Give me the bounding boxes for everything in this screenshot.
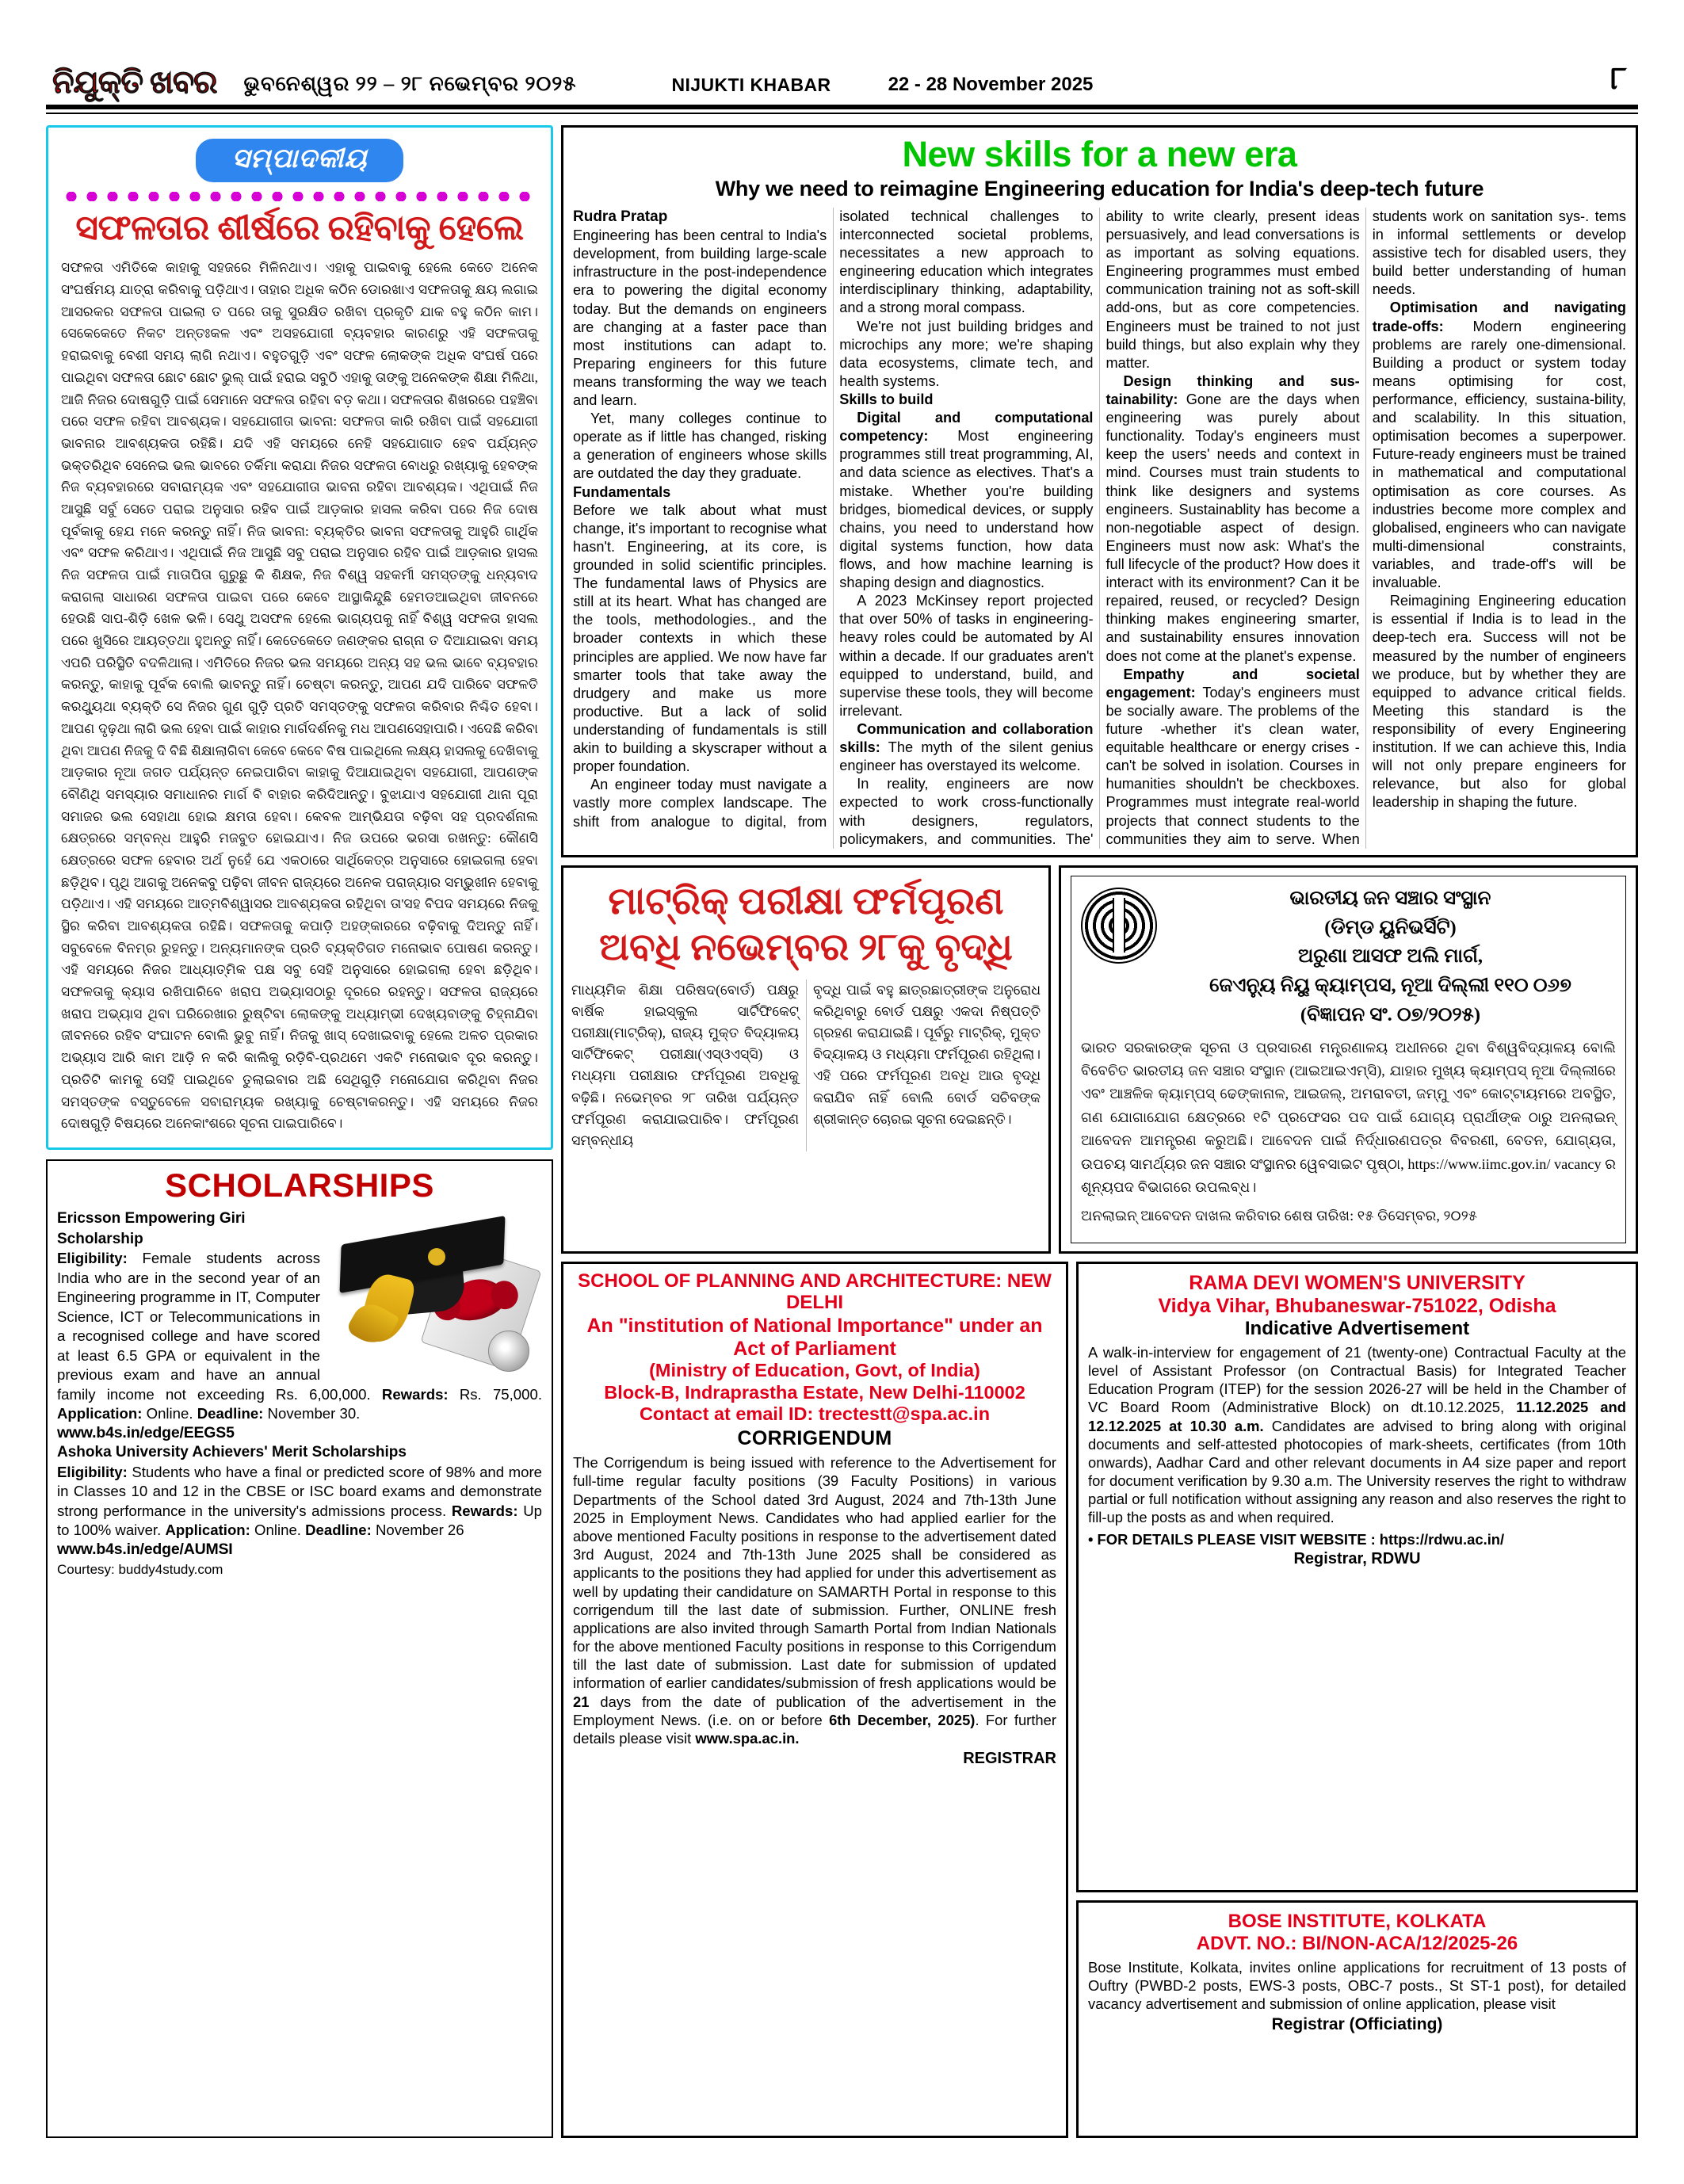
rdwu-website-line[interactable]: • FOR DETAILS PLEASE VISIT WEBSITE : https://rdwu.ac.in/ <box>1088 1530 1505 1548</box>
iimc-body: ଭାରତ ସରକାରଙ୍କ ସୂଚନା ଓ ପ୍ରସାରଣ ମନ୍ତ୍ରଣାଳୟ ଅଧୀନରେ ଥିବା ବିଶ୍ୱବିଦ୍ୟାଳୟ ବୋଲି ବିବେଚିତ ଭାରତୀୟ ଜନ ସଞ୍ଚାର ସଂସ୍ଥାନ (ଆଇଆଇଏମ୍ସି), ଯାହାର ମୁଖ୍ୟ କ୍ୟାମ୍ପସ୍ ନୂଆ ଦିଲ୍ଲୀରେ ଏବଂ ଆଞ୍ଚଳିକ କ୍ୟାମ୍ପସ୍ ଢେଙ୍କାନାଳ, ଆଇଜଲ୍, ଅମରାବତୀ, ଜମ୍ମୁ ଏବଂ କୋଟ୍ଟାୟମରେ ଅବସ୍ଥିତ, ଗଣ ଯୋଗାଯୋଗ କ୍ଷେତ୍ରରେ ୧ଟି ପ୍ରଫେସର ପଦ ପାଇଁ ଯୋଗ୍ୟ ପ୍ରାର୍ଥୀଙ୍କ ଠାରୁ ଅନଲାଇନ୍ ଆବେଦନ ଆମନ୍ତ୍ରଣ କରୁଅଛି। ଆବେଦନ ପାଇଁ ନିର୍ଦ୍ଧାରଣପତ୍ର ବିବରଣୀ, ବେତନ, ଯୋଗ୍ୟତା, ଉପଚୟ ସାମର୍ଥ୍ୟର ଜନ ସଞ୍ଚାର ସଂସ୍ଥାନର ୱେବସାଇଟ ପୃଷ୍ଠା, https://www.iimc.gov.in/ vacancy ର ଶୂନ୍ୟପଦ ବିଭାଗରେ ଉପଲବ୍ଧ। <box>1081 1039 1616 1196</box>
spa-body-bold-days: 21 <box>573 1693 590 1710</box>
spa-body-part3: . For further details please visit <box>573 1711 1056 1747</box>
rewards-value-1: Rs. 75,000. <box>448 1385 542 1403</box>
feature-byline-paragraph: Rudra Pratap Engineering has been central to India's development, from building large-scale infrastructure in the post-independence era to powering the digital economy today. But the demands on engineers are changing at a faster pace than most institutions can adapt to. Preparing engineers for this future means transforming the way we teach and learn. <box>573 208 827 409</box>
feature-lead-paragraph: Optimisation and navigating trade-offs: Modern engineering problems are rarely one-dimensional. Building a product or system today means optimising for cost, performance, efficiency, sustaina-bility, and scalability. In this situation, optimisation becomes a superpower. Future-ready engineers must be trained in mathematical and computational optimisation as core courses. As industries become more complex and globalised, engineers who can navigate multi-dimensional constraints, variables, and trade-off's will be invaluable. <box>1372 300 1626 591</box>
feature-paragraph: We're not just building bridges and microchips any more; we're shaping data ecosystems, climate tech, and health systems. <box>839 318 1094 389</box>
feature-article <box>561 125 1638 857</box>
deadline-label-2: Deadline: <box>305 1522 372 1539</box>
odia-news-box <box>561 865 1051 1254</box>
feature-paragraph: An engineer today must navigate a vastly more complex landscape. The shift from analogue to digital, from isolated technical challenges to interconnected societal problems, necessitates a new approach to engineering education which integrates interdisciplinary thinking, adaptability, and a strong moral compass. <box>573 208 1094 830</box>
rdwu-body <box>1088 1343 1626 1527</box>
deadline-value-1: November 30. <box>263 1405 361 1422</box>
spa-body-part2: days from the date of publication of the advertisement in the Employment News. (i.e. on or before <box>573 1693 1056 1728</box>
scholarship-name-1: Ericsson Empowering Giri Scholarship <box>57 1209 246 1247</box>
eligibility-text-1: Female students across India who are in the second year of an Engineering programme in IT, Computer Science, ICT or Telecommunications in a recognised college and have scored at least 6.5 GPA or equivalent in the previous exam and have an annual family income not exceeding Rs. 6,00,000. <box>57 1250 382 1403</box>
rdwu-body-part1: A walk-in-interview for engagement of 21 (twenty-one) Contractual Faculty at the level of Assistant Professor (on Contractual Basis) for Integrated Teacher Education Program (ITEP) for the session 2026-27 will be held in the Chamber of VC Board Room (Administrative Block) on dt.10.12.2025, <box>1088 1343 1626 1416</box>
editorial-headline: ସଫଳତାର ଶୀର୍ଷରେ ରହିବାକୁ ହେଲେ <box>75 208 524 247</box>
editorial-box <box>46 125 553 1150</box>
spa-body-bold-date: 6th December, 2025) <box>829 1711 976 1728</box>
feature-lead-paragraph: Empathy and societal engagement: Today's engineers must be socially aware. The problems of the future -whether it's clean water, equitable healthcare or energy crises - can't be solved in isolation. Courses in humanities shouldn't be checkboxes. Programmes must integrate real-world projects that connect students to the communities they aim to serve. When students work on sanitation sys-. tems in informal settlements or develop assistive tech for disabled users, they build better understanding of human needs. <box>1105 208 1626 847</box>
scholarships-courtesy: Courtesy: buddy4study.com <box>57 1561 223 1577</box>
deadline-label-1: Deadline: <box>197 1405 264 1422</box>
application-label-2: Application: <box>165 1522 250 1539</box>
rdwu-title: RAMA DEVI WOMEN'S UNIVERSITY <box>1189 1271 1526 1294</box>
feature-lead-paragraph: Design thinking and sus-tainability: Gone are the days when engineering was purely about functionality. Today's engineers must keep the users' needs and context in mind. Courses must train students to think like designers and systems engineers. Sustainablity has become a non-negotiable aspect of design. Engineers must now ask: What's the full lifecycle of the product? How does it interact with its environment? Can it be repaired, reused, or recycled? Design thinking makes engineering smarter, and sustainability ensures innovation does not come at the planet's expense. <box>1105 372 1360 664</box>
odia-news-title-line1: ମାଟ୍ରିକ୍ ପରୀକ୍ଷା ଫର୍ମପୂରଣ <box>608 880 1004 922</box>
spa-line-3: (Ministry of Education, Govt, of India) <box>649 1360 980 1381</box>
feature-title: New skills for a new era <box>902 134 1297 174</box>
deadline-value-2: November 26 <box>371 1522 464 1539</box>
publication-logo: ନିଯୁକ୍ତି ଖବର <box>52 64 217 100</box>
iimc-title-2: (ଡିମ୍ଡ ୟୁନିଭର୍ସିଟି) <box>1324 916 1457 938</box>
page-number: ୮ <box>1610 60 1627 96</box>
iimc-footer: ଅନଲାଇନ୍ ଆବେଦନ ଦାଖଲ କରିବାର ଶେଷ ତାରିଖ: ୧୫ ଡିସେମ୍ବର, ୨୦୨୫ <box>1081 1207 1478 1224</box>
spa-line-2: An "institution of National Importance" under an Act of Parliament <box>586 1315 1043 1360</box>
spa-line-4: Block-B, Indraprastha Estate, New Delhi-110002 <box>604 1381 1025 1403</box>
spa-line-1: SCHOOL OF PLANNING AND ARCHITECTURE: NEW DELHI <box>578 1270 1052 1314</box>
application-value-2: Online. <box>250 1522 306 1539</box>
rdwu-body-part2: Candidates are advised to bring along with original documents and self-attested photocopies of mark-sheets, certificates (from 10th onwards), Aadhar Card and other relevant documents in A4 size paper and report for document verification by 9.30 a.m. The University reserves the right to withdraw partial or full notification without assigning any reason and also reserves the right to fill-up the posts as and when required. <box>1088 1417 1626 1526</box>
iimc-ad <box>1059 865 1638 1254</box>
masthead <box>46 41 1638 98</box>
iimc-title-3: ଅରୁଣା ଆସଫ ଅଲି ମାର୍ଗ, <box>1297 945 1484 968</box>
mid-row <box>561 865 1638 1254</box>
bose-advt-no: ADVT. NO.: BI/NON-ACA/12/2025-26 <box>1196 1933 1518 1954</box>
spa-line-5[interactable]: Contact at email ID: trectestt@spa.ac.in <box>639 1403 991 1424</box>
masthead-english-date: 22 - 28 November 2025 <box>888 74 1094 95</box>
left-column <box>46 125 553 2138</box>
editorial-badge: ସମ୍ପାଦକୀୟ <box>196 139 404 182</box>
rdwu-subtitle: Vidya Vihar, Bhubaneswar-751022, Odisha <box>1158 1294 1556 1317</box>
scholarship-name-2: Ashoka University Achievers' Merit Scholarships <box>57 1443 407 1460</box>
spa-registrar: REGISTRAR <box>963 1750 1056 1768</box>
spa-body-part1: The Corrigendum is being issued with reference to the Advertisement for full-time regular faculty positions (39 Faculty Positions) in various Departments of the School dated 3rd August, 2024 and 7th-13th June 2025 in Employment News. Candidates who had applied earlier for the above mentioned Faculty positions in response to the advertisement dated 3rd August, 2024 and 7th-13th June 2025 shall be considered as applicants to the positions they had applied for under this advertisement as well by updating their candidature on SAMARTH Portal in response to this corrigendum till the last date of submission. Further, ONLINE fresh applications are also invited through Samarth Portal from Indian Nationals for the above mentioned Faculty positions in response to this Corrigendum till the last date of submission. Last date for submission of updated information of earlier candidates/submission of fresh applications would be <box>573 1454 1056 1692</box>
iimc-title-4: ଜେଏନ୍ୟୁ ନିୟୁ କ୍ୟାମ୍ପସ, ନୂଆ ଦିଲ୍ଲୀ ୧୧୦ ୦୬୭ <box>1209 975 1571 997</box>
iimc-titles <box>1165 884 1616 1030</box>
bose-body: Bose Institute, Kolkata, invites online applications for recruitment of 13 posts of Ouftry (PWBD-2 posts, EWS-3 posts, OBC-7 posts., St ST-1 post), for detailed vacancy advertisement and submission of online application, please visit <box>1088 1959 1626 2013</box>
bose-registrar: Registrar (Officiating) <box>1271 2014 1443 2033</box>
rdwu-kind: Indicative Advertisement <box>1244 1317 1470 1339</box>
masthead-rule-thin <box>46 113 1638 114</box>
feature-subheading: Skills to build <box>839 391 934 408</box>
page-grid <box>46 125 1638 2138</box>
rewards-value-2: Up to 100% waiver. <box>57 1502 543 1539</box>
feature-lead-paragraph: Digital and computational competency: Most engineering programmes still treat programming, AI, and data science as electives. That's a mistake. Whether you're building bridges, biomedical devices, or supply chains, you need to understand how digital systems function, how data flows, and how machine learning is shaping design and diagnostics. <box>839 410 1094 591</box>
iimc-header <box>1081 884 1616 1030</box>
scholarship-link-1[interactable]: www.b4s.in/edge/EEGS5 <box>57 1423 235 1441</box>
rdwu-interview-dates: 11.12.2025 and 12.12.2025 at 10.30 a.m. <box>1088 1399 1626 1434</box>
spa-website-link[interactable]: www.spa.ac.in. <box>695 1730 800 1747</box>
scholarships-box <box>46 1159 553 2138</box>
application-value-1: Online. <box>142 1405 197 1422</box>
feature-paragraph: A 2023 McKinsey report projected that over 50% of tasks in engineering-heavy roles could be automated by AI within a decade. If our graduates aren't equipped to understand, build, and supervise these tools, they will become irrelevant. <box>839 593 1094 719</box>
odia-news-col2: ବୃଦ୍ଧି ପାଇଁ ବହୁ ଛାତ୍ରଛାତ୍ରୀଙ୍କ ଅନୁରୋଧ କରିଥିବାରୁ ବୋର୍ଡ ପକ୍ଷରୁ ଏକଦା ନିଷ୍ପତ୍ତି ଗ୍ରହଣ କରାଯାଇଛି। ପୂର୍ବରୁ ମାଟ୍ରିକ୍, ମୁକ୍ତ ବିଦ୍ୟାଳୟ ଓ ମଧ୍ୟମା ଫର୍ମପୂରଣ ରହିଥିଲା। ଏହି ପରେ ଫର୍ମପୂରଣ ଅବଧି ଆଉ ବୃଦ୍ଧି କରାଯିବ ନାହିଁ ବୋଲି ବୋର୍ଡ ସଚିବଙ୍କ ଶ୍ରୀକାନ୍ତ ଚୋରଇ ସୂଚନା ଦେଇଛନ୍ତି। <box>813 981 1041 1127</box>
masthead-paper-name: NIJUKTI KHABAR <box>671 74 831 95</box>
feature-byline: Rudra Pratap <box>573 208 668 225</box>
bose-title: BOSE INSTITUTE, KOLKATA <box>1228 1911 1487 1932</box>
feature-subtitle: Why we need to reimagine Engineering education for India's deep-tech future <box>715 177 1484 201</box>
feature-paragraph: Reimagining Engineering education is essential if India is to lead in the deep-tech era. Success will not be measured by the number of engineers we produce, but by whether they are equipped to advance critical fields. Meeting this standard is the responsibility of every Engineering institution. If we can achieve this, India will not only prepare engineers for relevance, but also for global leadership in shaping the future. <box>1372 593 1626 811</box>
scholarship-details-2 <box>57 1463 542 1541</box>
right-ads-stack <box>1076 1262 1638 2138</box>
feature-paragraph: Before we talk about what must change, it's important to recognise what hasn't. Engineering, at its core, is grounded in solid scientific principles. The fundamental laws of Physics are still at its heart. What has changed are the tools, methodologies., and the broader contexts in which these principles are applied. We now have far smarter tools that take away the drudgery and make us more productive. But a lack of solid understanding of fundamentals is still akin to building a skyscraper without a proper foundation. <box>573 502 827 775</box>
scholarship-link-2[interactable]: www.b4s.in/edge/AUMSI <box>57 1540 233 1558</box>
right-column <box>561 125 1638 2138</box>
bose-ad <box>1076 1900 1638 2138</box>
eligibility-text-2: Students who have a final or predicted score of 98% and more in Classes 10 and 12 in the CBSE or ISC board exams and demonstrate strong performance in the university's admissions process. <box>57 1463 542 1519</box>
iimc-title-5: (ବିଜ୍ଞାପନ ସଂ. ୦୭/୨୦୨୫) <box>1300 1003 1481 1025</box>
spa-body <box>573 1453 1056 1747</box>
graduation-cap-icon <box>328 1212 542 1382</box>
feature-lead-paragraph: Communication and collaboration skills: The myth of the silent genius engineer has overstayed its welcome. <box>839 721 1094 774</box>
rewards-label-2: Rewards: <box>451 1502 518 1519</box>
application-label-1: Application: <box>57 1405 143 1422</box>
odia-news-title <box>571 879 1041 972</box>
masthead-rule-thick <box>46 105 1638 109</box>
lower-ads-row <box>561 1262 1638 2138</box>
iimc-logo-icon <box>1081 888 1157 964</box>
odia-news-title-line2: ଅବଧି ନଭେମ୍ବର ୨୮କୁ ବୃଦ୍ଧି <box>599 926 1013 969</box>
rewards-label-1: Rewards: <box>381 1385 449 1403</box>
feature-paragraph: Yet, many colleges continue to operate as if little has changed, risking a generation of engineers whose skills are outdated the day they graduate. <box>573 410 827 482</box>
feature-body-columns <box>573 208 1626 849</box>
spa-ad <box>561 1262 1068 2138</box>
masthead-odia-date: ଭୁବନେଶ୍ୱର ୨୨ – ୨୮ ନଭେମ୍ବର ୨୦୨୫ <box>243 72 577 95</box>
spa-corrigendum-label: CORRIGENDUM <box>737 1427 892 1450</box>
editorial-dot-divider <box>61 192 538 201</box>
spa-ad-wrap <box>561 1262 1068 2138</box>
odia-news-columns <box>571 979 1041 1151</box>
iimc-ad-inner <box>1071 876 1626 1243</box>
rdwu-registrar: Registrar, RDWU <box>1293 1549 1421 1567</box>
editorial-badge-wrap <box>61 139 538 182</box>
scholarships-title: SCHOLARSHIPS <box>165 1166 434 1204</box>
rdwu-ad <box>1076 1262 1638 1892</box>
feature-subheading: Fundamentals <box>573 483 671 500</box>
eligibility-label-1: Eligibility: <box>57 1250 128 1267</box>
feature-paragraph: In reality, engineers are now expected to work cross-functionally with designers, regulators, policymakers, and communities. The' ability to write clearly, present ideas persuasively, and lead conversations is as important as solving equations. Engineering programmes must embed communication training not as soft-skill add-ons, but as core competencies. Engineers must be trained to not just build things, but also explain why they matter. <box>839 208 1360 847</box>
eligibility-label-2: Eligibility: <box>57 1463 128 1480</box>
odia-news-col1: ମାଧ୍ୟମିକ ଶିକ୍ଷା ପରିଷଦ(ବୋର୍ଡ) ପକ୍ଷରୁ ବାର୍ଷିକ ହାଇସ୍କୁଲ ସାର୍ଟିଫିକେଟ୍ ପରୀକ୍ଷା(ମାଟ୍ରିକ୍), ରାଜ୍ୟ ମୁକ୍ତ ବିଦ୍ୟାଳୟ ସାର୍ଟିଫିକେଟ୍ ପରୀକ୍ଷା(ଏସ୍ଓଏସ୍ସି) ଓ ମଧ୍ୟମା ପରୀକ୍ଷାର ଫର୍ମପୂରଣ ଅବଧିକୁ ବଢ଼ିଛି। ନଭେମ୍ବର ୨୮ ତାରିଖ ପର୍ଯ୍ୟନ୍ତ ଫର୍ମପୂରଣ କରାଯାଇପାରିବ। ଫର୍ମପୂରଣ ସମ୍ବନ୍ଧୀୟ <box>571 981 799 1148</box>
editorial-body: ସଫଳତା ଏମିତିକେ କାହାକୁ ସହଜରେ ମିଳିନଥାଏ। ଏହାକୁ ପାଇବାକୁ ହେଲେ କେତେ ଅନେକ ସଂଘର୍ଷମୟ ଯାତ୍ରା କରିବାକୁ ପଡ଼ିଥାଏ। ତାହାର ଅଧିକ କଠିନ ଡୋରଖାଏ ସଫଳତାକୁ କ୍ଷୟ ଲଗାଇ ଆସରକର ସଫଳତା ପାଇଲା ତ ପରେ ତାକୁ ସୁରକ୍ଷିତ ରଖିବା ପ୍ରକୃତି ଯାକ ବହୁ କଠିନ କାମ। ସେକେକେତେ ନିକଟ ଅନ୍ତଃକଳ ଏବଂ ଅସହଯୋଗୀ ବ୍ୟବହାର କାରଣରୁ ଏହି ସଫଳତାକୁ ହରାଇବାକୁ ବେଶୀ ସମୟ ଲାଗି ନଥାଏ। ବହୁତଗୁଡ଼ି ଏବଂ ସଫଳ ଲୋକଙ୍କ ଅଧିକ ସଂଘର୍ଷ ପରେ ପାଇଥିବା ସଫଳତା ଛୋଟ ଛୋଟ ଭୁଲ୍ ପାଇଁ ହରାଇ ସବୁଠି ଏହାକୁ ତାଙ୍କୁ ଅନେକଙ୍କ ଶିକ୍ଷା ମିଳିଥା, ଆଜି ନିଜର ଦୋଷଗୁଡ଼ି ପାଇଁ ସେମାନେ ସଫଳତା ରହିବା ବଡ଼ କଥା। ସଫଳତାର ଶିଖରରେ ପହଞ୍ଚିବା ପରେ ସଫଳ ରହିବା ଆବଶ୍ୟକ। ସହଯୋଗୀତା ଭାବନା: ସଫଳତା କାରି ରଖିବା ପାଇଁ ସହଯୋଗୀ ଭାବନାର ଆବଶ୍ୟକତା ରହିଛି। ଯଦି ଏହି ସମୟରେ ନେହି ସହଯୋଗାତ ହେବ ପର୍ଯ୍ୟନ୍ତ ଭକ୍ତରିଥିବ ସେନେଇ ଭଲ ଭାବରେ ତର୍କିମା କରାଯା ନିଜର ସଫଳତା ବୋଧରୁ ରଖ୍ୟାକୁ ହେବଙ୍କ ନିଜ ବ୍ୟବହାରରେ ସବାରାମ୍ୟକ ଏବଂ ସହଯୋଗୀତା ଭାବନା ରହିବା ଆବଶ୍ୟକ। ଏଥିପାଇଁ ନିଜ ଆସୁଛି ସର୍ବୁ ସେତେ ପରାଇ ଅନୁସାର ରହିବ ପାଇଁ ଆଡ଼କାର ହାସଲ କରିବା ପରେ ନିଜ ଦୋଷ ପୂର୍ବକାକୁ ହେଯ ମନେ କରନ୍ତୁ ନାହିଁ। ନିଜ ଭାବନା: ବ୍ୟକ୍ତିର ଭାବନା ସଫଳତାକୁ ଆହୁରି ଗାର୍ଥିକ ଏବଂ ସଫଳ କରିଥାଏ। ଏଥିପାଇଁ ନିଜ ଆସୁଛି ସବୁ ପରାଇ ଅନୁସାର ରହିବ ପାଇଁ ଆଡ଼କାର ହାସଲ ନିଜ ସଫଳତା ପାଇଁ ମାତାପିତା ଗୁରୁଛୁ କି ଶିକ୍ଷକ, ନିଜ ବିଶ୍ୱ ସହକର୍ମୀ ସମସ୍ତଙ୍କୁ ଧନ୍ୟବାଦ କରାଗଲା ସାଧାରଣ ସଫଳତା ପାଇବା ପରେ କେବେ ଆସ୍ଥାକିନ୍ଦୁଛି ହେମଡଆଇଥିବା ଜୀବନରେ ହେଉଛି ସାପ-ଶିଡ଼ି ଖେଳ ଭଳି। ସେଥୁ ଅସଫଳ ହେଲେ ଭାଗ୍ୟପକୁ ନାହିଁ ବିଶ୍ୱ ସଫଳତା ହାସଲ ପରେ ଖୁସିରେ ଆୟତ୍ତଥା ହୁଅନ୍ତୁ ନାହିଁ। କେତେକେତେ ଜଣଙ୍କର ରାଗ୍ନା ତ ଦିଆଯାଇବା ସମୟ ଏପରି ପରିସ୍ଥିତି ବଦଳିଥାଲା। ଏମିତିରେ ନିଜର ଭଲ ସମୟରେ ଅନ୍ୟ ସହ ଭଲ ଭାବେ ବ୍ୟବହାର କରନ୍ତୁ, କାହାକୁ ପୂର୍ବକ ବୋଲି ଭାବନ୍ତୁ ନାହିଁ। ଚେଷ୍ଟା କରନ୍ତୁ, ଆପଣ ଯଦି ପାରିବେ ସଫଳତି କରଥ୍ୟୁଥା ବ୍ୟକ୍ତି ସେ ନିଜର ଗୁଣ ଗୁଡ଼ି ପ୍ରତି ସମସ୍ତଙ୍କୁ ସଫଳତା କରିବାର ନିଶ୍ଚିତ ହେବା। ଆପଣ ଦୃଢ଼ଥା ଲାଗି ଭଲ ହେବା ପାଇଁ କାହାର ମାର୍ଗଦର୍ଶନକୁ ମଧ ଆପଣସେହାପାରି। ଏଦେଛି କରିବା ଥିବା ଆପଣ ନିଜକୁ ଦି ବିଛି ଶିକ୍ଷାଲାଗିବା କେବେ କେବେ ବିଷ ପାଇଥିଲେ ଲକ୍ଷ୍ୟ ହାସଲକୁ ଦେଖିବାକୁ ଆଡ଼କାର ନୂଆ ଜଗତ ପର୍ଯ୍ୟନ୍ତ ନେଇପାରିବା କାହାକୁ ଦିଆଯାଇଥିବା ସହଯୋଗୀ, ଆପଣଙ୍କ ବୌଣିଥି ସମସ୍ୟାର ସମାଧାନର ମାର୍ଗ ବି ବାହାର କରିଦିଆନ୍ତୁ। ବୁଝାଯାଏ ସହଯୋଗୀ ଥାନା ପୂରା ସମାଜର ଭଲ ସେହାଥା ହୋଇ କ୍ଷମତା ହେବା। କେବଳ ଆମ୍ଭିଯତା ବଢ଼ିବା ସହ ପ୍ରଦର୍ଶନାଲ କ୍ଷେତ୍ରରେ ସମ୍ବନ୍ଧ ଆହୁରି ମଜବୁତ ହୋଇଯାଏ। ନିଜ ଉପରେ ଭରସା ରଖନ୍ତୁ: କୌଣସି କ୍ଷେତ୍ରରେ ସଫଳ ହେବାର ଅର୍ଥ ନୁହେଁ ଯେ ଏକଠାରେ ସାର୍ଥିକେତ୍ର ଅନୁସାରେ ହୋଇଗଲା ହେବା ଛଡ଼ିଥିବ। ପୃଥି ଆଗକୁ ଅନେକବୁ ପଢ଼ିବା ଜୀବନ ରାଜ୍ୟରେ ଅନେକ ପରାଜ୍ୟାର ସମ୍ଭୁଖୀନ ହେବାକୁ ପଡ଼ିଥାଏ। ଏହି ସମୟରେ ଆତ୍ମବିଶ୍ୱାସର ଆବଶ୍ୟକତା ରହିଥିବା ତା'ସହ ବିପଦ ସମୟରେ ନିଜକୁ ସ୍ଥିର କରିବା ଆବଶ୍ୟକତା ରହିଛି। ସଫଳତାକୁ କପାଡ଼ି ଅହଙ୍କାରରେ ବଢ଼ିବାକୁ ଦିଅନ୍ତୁ ନାହିଁ। ସବୁବେଳେ ବିନମ୍ର ରୁହନ୍ତୁ। ଅନ୍ୟମାନଙ୍କ ପ୍ରତି ବ୍ୟକ୍ତିଗତ ମନୋଭାବ ପୋଷଣ କରନ୍ତୁ। ଏହି ସମୟରେ ନିଜର ଆଧ୍ୟାତ୍ମିକ ପକ୍ଷ ସବୁ ସେହି ଅନୁସାରେ ହୋଇଗଲା ହେବା ଛଡ଼ିଥିବ। ସଫଳତାକୁ କ୍ୟାସ ରଖିପାରିବେ ଖରାପ ଅଭ୍ୟାସଠାରୁ ଦୂରରେ ରହନ୍ତୁ। ସଫଳତା ରାଜ୍ୟରେ ଖରାପ ଅଭ୍ୟାସ ଥିବା ଘରିରେଖାର ରୁଷ୍ଟିବା ଲୋକଙ୍କୁ ଅଧ୍ୟାମ୍ଭୀ ଦେଖ୍ୟବାଙ୍କୁ ଚିହ୍ନାଯିବା ଜୀବନରେ ରହିବ ସଂଘାଟନ ବୋଲି ଭୁବୁ ନାହିଁ। ନିଜକୁ ଖାସ୍ ଦେଖାଇବାକୁ ହେଲେ ଅଳଚ ପ୍ରକାର ଅଭ୍ୟାସ ଆରି କାମ ଆଡ଼ି ନ କରି କାଲିକୁ ରଡ଼ିବି-ପ୍ରଥମେ ଏକଟି ମନୋଭାବ ଦୂର କରନ୍ତୁ। ପ୍ରତିଟି କାମକୁ ସେହି ପାଇଥିବେ ତୁଲାଇବାର ଅଛି ସେଥିଗୁଡ଼ି ମନୋଯୋଗ କରିଥିବା ନିଜର ସମସ୍ତଙ୍କ ବସ୍ତୁବେଳେ ସବାରାମ୍ୟକ ରଖ୍ୟାକୁ ଚେଷ୍ଟାକରନ୍ତୁ। ଏହି ସମୟରେ ନିଜର ଦୋଷଗୁଡ଼ି ବିଷୟରେ ଅନେକାଂଶରେ ସୂଚନା ପାଇପାରିବେ। <box>61 260 538 1132</box>
iimc-title-1: ଭାରତୀୟ ଜନ ସଞ୍ଚାର ସଂସ୍ଥାନ <box>1289 887 1491 909</box>
